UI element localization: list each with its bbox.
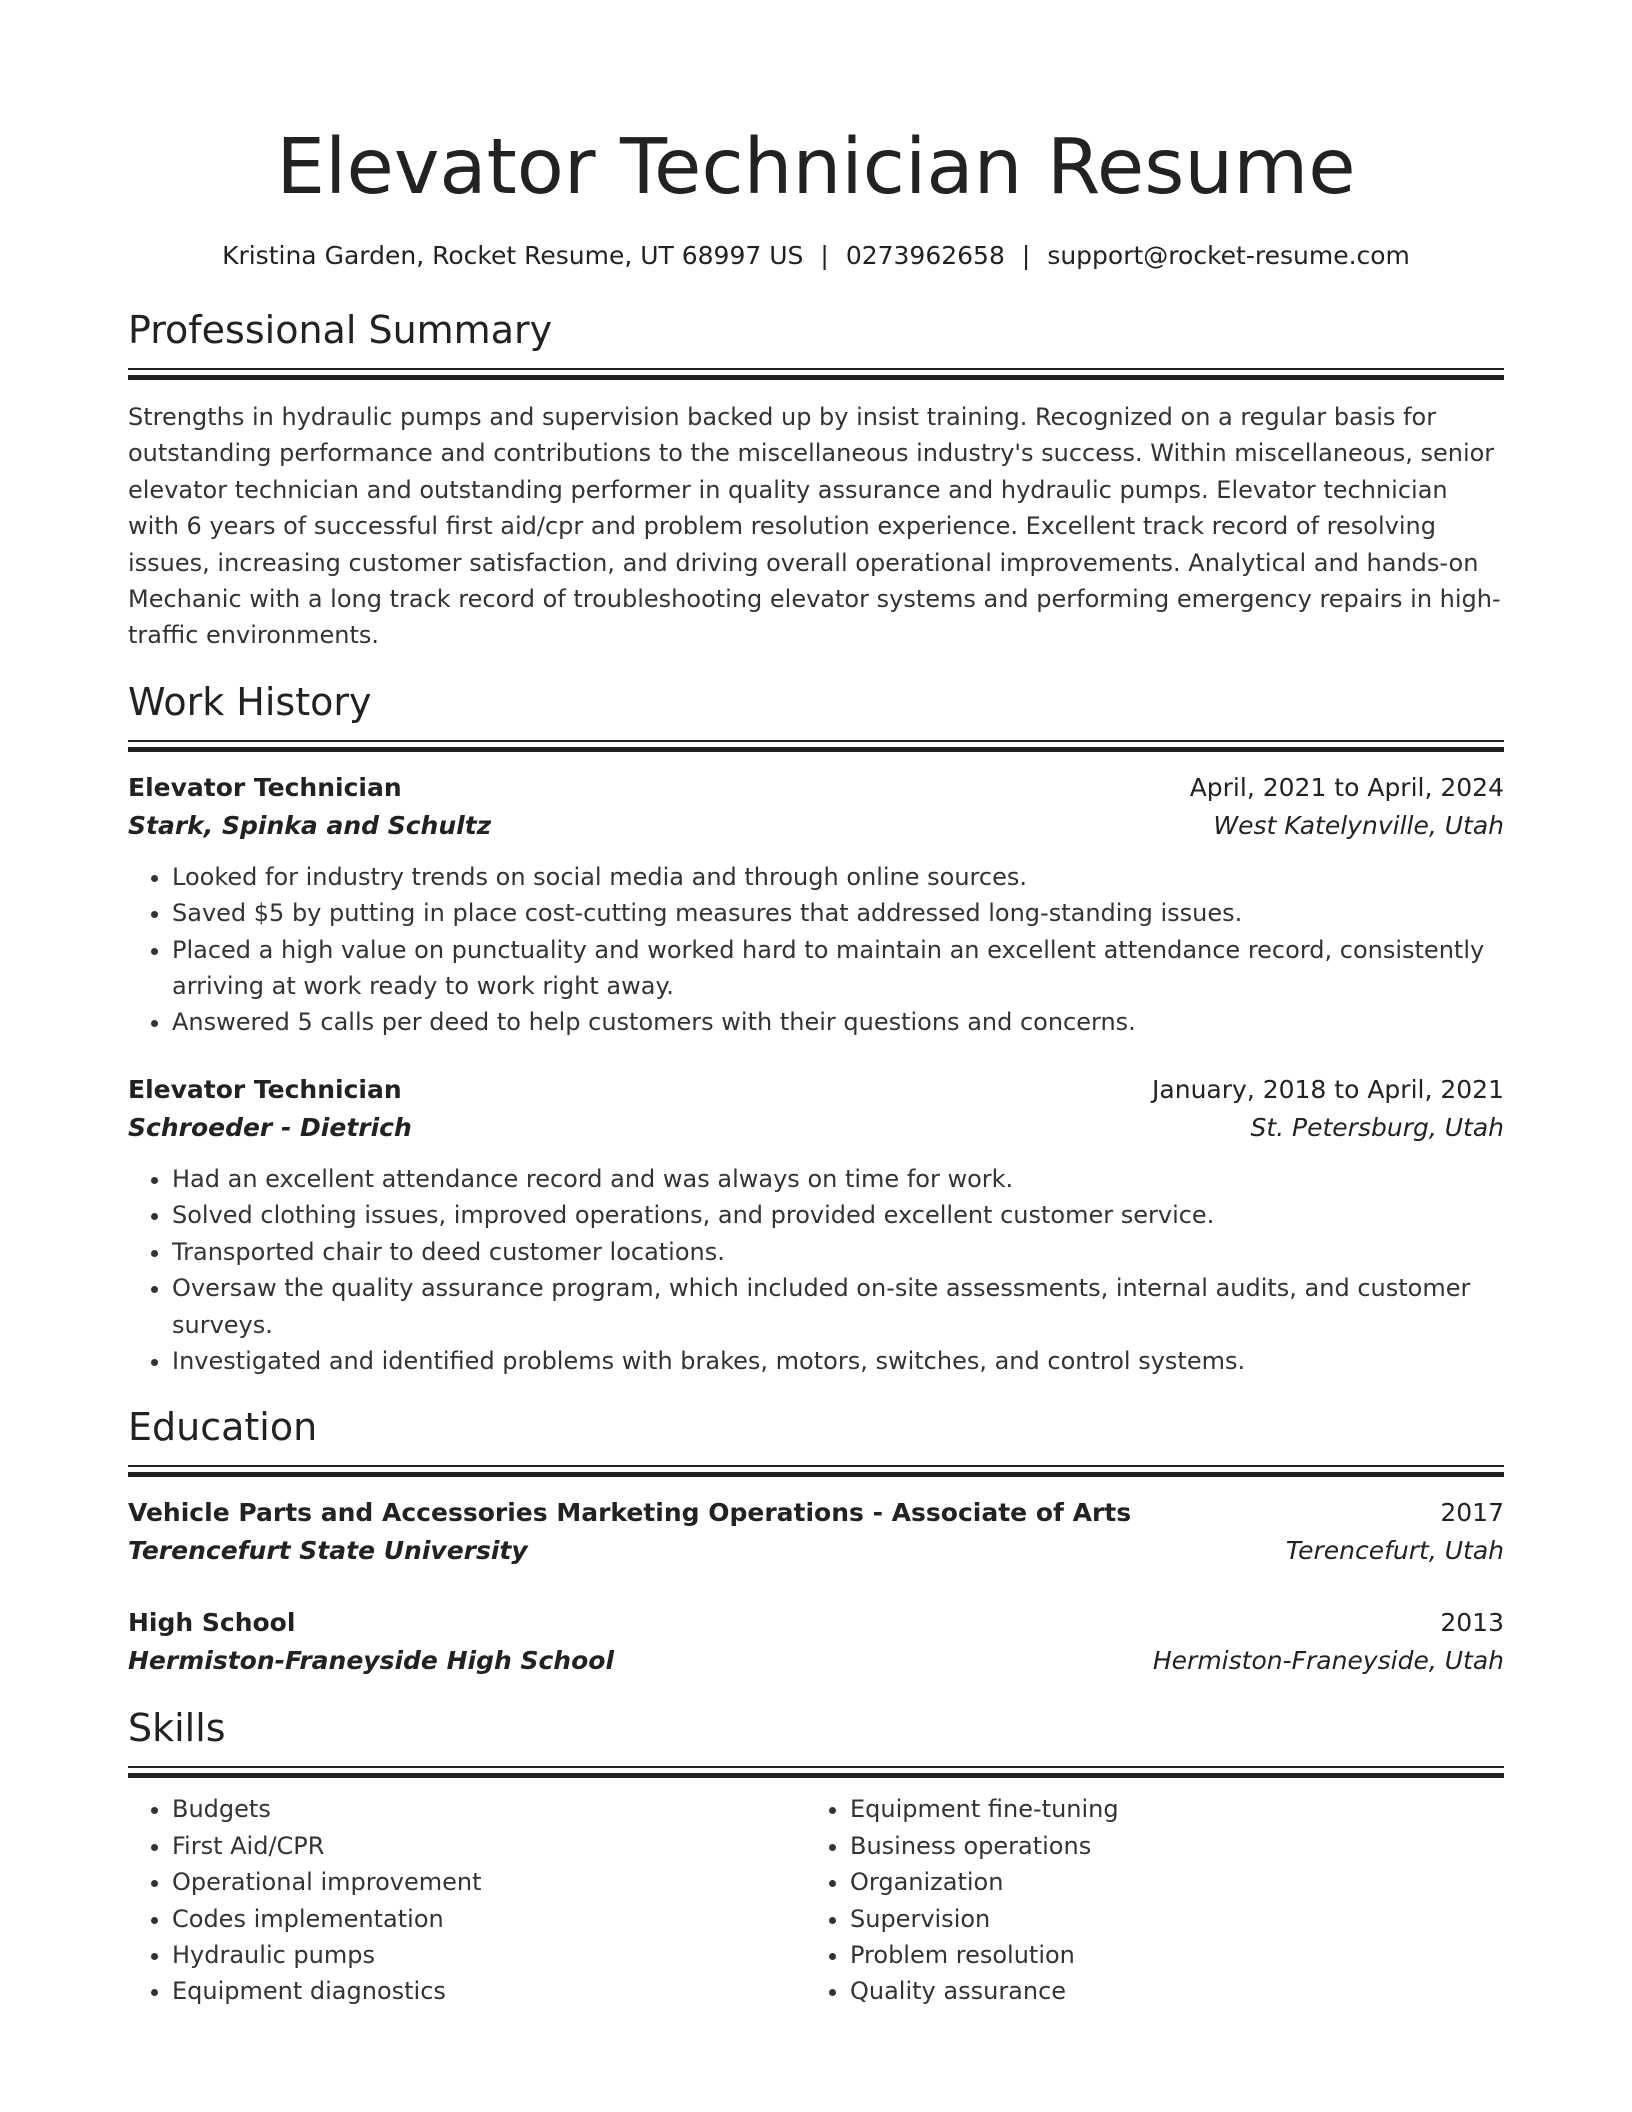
job-dates: April, 2021 to April, 2024 bbox=[1189, 772, 1504, 802]
job-entry bbox=[128, 1071, 1504, 1379]
section-heading-work: Work History bbox=[128, 679, 372, 724]
skill-item: • Equipment diagnostics bbox=[172, 1973, 806, 2009]
education-section bbox=[128, 1401, 1504, 1680]
work-section bbox=[128, 676, 1504, 1379]
education-school: Hermiston-Franeyside High School bbox=[128, 1646, 615, 1676]
skills-list-right bbox=[806, 1791, 1484, 2009]
section-divider bbox=[128, 1766, 1504, 1781]
job-title: Elevator Technician bbox=[128, 1074, 402, 1104]
section-heading-education: Education bbox=[128, 1405, 318, 1450]
job-dates: January, 2018 to April, 2021 bbox=[1152, 1074, 1504, 1104]
list-item: • Placed a high value on punctuality and worked hard to maintain an excellent attendance record, consistently arriving at work ready to work right away. bbox=[172, 932, 1504, 1005]
contact-email[interactable]: support@rocket-resume.com bbox=[1047, 241, 1410, 270]
resume-title: Elevator Technician Resume bbox=[276, 123, 1356, 212]
skill-item: • Hydraulic pumps bbox=[172, 1937, 806, 1973]
skill-item: • Business operations bbox=[850, 1828, 1484, 1864]
job-location: St. Petersburg, Utah bbox=[1250, 1112, 1504, 1142]
contact-phone: 0273962658 bbox=[845, 241, 1005, 270]
skill-item: • Codes implementation bbox=[172, 1901, 806, 1937]
skill-item: • Organization bbox=[850, 1864, 1484, 1900]
skill-item: • Supervision bbox=[850, 1901, 1484, 1937]
job-company: Stark, Spinka and Schultz bbox=[128, 810, 492, 840]
section-divider bbox=[128, 740, 1504, 755]
section-heading-skills: Skills bbox=[128, 1706, 226, 1751]
skills-list-left bbox=[128, 1791, 806, 2009]
list-item: • Solved clothing issues, improved operations, and provided excellent customer service. bbox=[172, 1197, 1504, 1233]
list-item: • Transported chair to deed customer locations. bbox=[172, 1234, 1504, 1270]
list-item: • Saved $5 by putting in place cost-cutting measures that addressed long-standing issues. bbox=[172, 895, 1504, 931]
job-bullets bbox=[128, 1161, 1504, 1379]
skill-item: • Problem resolution bbox=[850, 1937, 1484, 1973]
skill-item: • Equipment fine-tuning bbox=[850, 1791, 1484, 1827]
education-entry bbox=[128, 1604, 1504, 1680]
skill-item: • Quality assurance bbox=[850, 1973, 1484, 2009]
education-location: Terencefurt, Utah bbox=[1285, 1536, 1504, 1566]
education-school: Terencefurt State University bbox=[128, 1536, 528, 1566]
list-item: • Had an excellent attendance record and was always on time for work. bbox=[172, 1161, 1504, 1197]
list-item: • Investigated and identified problems with brakes, motors, switches, and control systems. bbox=[172, 1343, 1504, 1379]
list-item: • Oversaw the quality assurance program, which included on-site assessments, internal audits, and customer surveys. bbox=[172, 1270, 1504, 1343]
education-degree: High School bbox=[128, 1608, 296, 1638]
list-item: • Answered 5 calls per deed to help customers with their questions and concerns. bbox=[172, 1004, 1504, 1040]
job-location: West Katelynville, Utah bbox=[1213, 810, 1504, 840]
education-degree: Vehicle Parts and Accessories Marketing Operations - Associate of Arts bbox=[128, 1498, 1132, 1528]
skills-columns bbox=[128, 1791, 1504, 2009]
summary-text: Strengths in hydraulic pumps and supervision backed up by insist training. Recognized on a regular basis for outstanding performance and contributions to the miscellaneous industry's success. Within miscellaneous, senior elevator technician and outstanding performer in quality assurance and hydraulic pumps. Elevator technician with 6 years of successful first aid/cpr and problem resolution experience. Excellent track record of resolving issues, increasing customer satisfaction, and driving overall operational improvements. Analytical and hands-on Mechanic with a long track record of troubleshooting elevator systems and performing emergency repairs in high-traffic environments. bbox=[128, 403, 1501, 650]
job-bullets bbox=[128, 859, 1504, 1041]
education-entry bbox=[128, 1494, 1504, 1570]
skills-section bbox=[128, 1702, 1504, 2009]
section-divider bbox=[128, 1465, 1504, 1480]
skill-item: • Operational improvement bbox=[172, 1864, 806, 1900]
summary-section bbox=[128, 304, 1504, 654]
contact-separator: | bbox=[820, 241, 829, 270]
job-company: Schroeder - Dietrich bbox=[128, 1112, 412, 1142]
education-year: 2017 bbox=[1440, 1498, 1504, 1528]
list-item: • Looked for industry trends on social media and through online sources. bbox=[172, 859, 1504, 895]
education-year: 2013 bbox=[1440, 1608, 1504, 1638]
job-entry bbox=[128, 769, 1504, 1041]
section-heading-summary: Professional Summary bbox=[128, 308, 553, 352]
job-title: Elevator Technician bbox=[128, 772, 402, 802]
contact-address: Kristina Garden, Rocket Resume, UT 68997 US bbox=[222, 241, 804, 270]
skill-item: • Budgets bbox=[172, 1791, 806, 1827]
resume-page bbox=[128, 0, 1504, 2010]
section-divider bbox=[128, 368, 1504, 383]
contact-line bbox=[128, 238, 1504, 274]
contact-separator: | bbox=[1021, 241, 1031, 270]
skill-item: • First Aid/CPR bbox=[172, 1828, 806, 1864]
education-location: Hermiston-Franeyside, Utah bbox=[1152, 1646, 1504, 1676]
